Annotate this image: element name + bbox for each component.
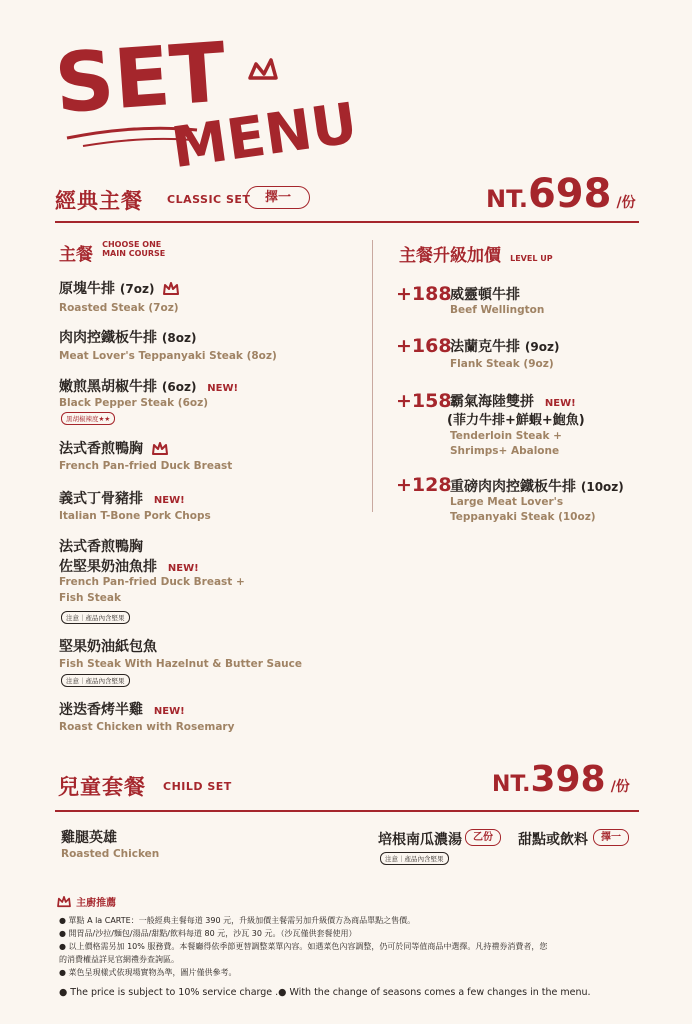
- upgrade-item-name-en-line1: Large Meat Lover's: [450, 496, 564, 508]
- item-weight: (8oz): [161, 331, 197, 345]
- logo-word-menu: MENU: [167, 90, 355, 170]
- item-name-en-line1: French Pan-fried Duck Breast +: [59, 576, 245, 588]
- child-dessert: 甜點或飲料: [518, 832, 588, 848]
- item-name-en: Italian T-Bone Pork Chops: [59, 510, 211, 522]
- item-weight: (10oz): [580, 480, 624, 494]
- price-prefix: NT.: [492, 772, 531, 797]
- new-badge: NEW!: [167, 563, 199, 574]
- spice-level-tag: 黑胡椒辣度★★: [61, 412, 115, 425]
- upgrade-item-name-zh: 霸氣海陸雙拼: [450, 394, 534, 410]
- new-badge: NEW!: [207, 383, 239, 394]
- item-name-zh: 迷迭香烤半雞: [59, 702, 143, 718]
- item-name-zh: 原塊牛排: [59, 281, 115, 297]
- upgrade-item-detail-zh: (菲力牛排+鮮蝦+鮑魚): [447, 413, 585, 428]
- logo-graphic: [55, 20, 355, 170]
- note-line: ● 單點 A la CARTE：一般經典主餐每道 390 元，升級加價主餐需另加升級價方為商品單點之售價。: [59, 916, 416, 925]
- menu-item-roast-chicken: [59, 699, 185, 719]
- english-note: ● The price is subject to 10% service charge .● With the change of seasons comes a few changes in the menu.: [59, 987, 591, 998]
- main-course-title-en-2: MAIN COURSE: [102, 249, 166, 258]
- item-name-en: Fish Steak With Hazelnut & Butter Sauce: [59, 658, 302, 670]
- new-badge: NEW!: [544, 398, 576, 409]
- item-name-zh: 法式香煎鴨胸: [59, 441, 143, 457]
- crown-icon: [152, 442, 168, 456]
- allergen-tag: 注意｜產品內含堅果: [61, 674, 130, 687]
- upgrade-price: +168: [396, 335, 452, 357]
- item-name-zh-line1: 法式香煎鴨胸: [59, 539, 143, 555]
- set-menu-logo: [55, 20, 355, 170]
- item-name-en: Roast Chicken with Rosemary: [59, 721, 235, 733]
- item-weight: (6oz): [161, 380, 197, 394]
- upgrade-heading: [399, 241, 553, 266]
- chef-recommend-legend: [57, 891, 116, 910]
- menu-item-duck-breast: [59, 438, 168, 458]
- child-main-zh: 雞腿英雄: [61, 830, 117, 846]
- item-name-en: Roasted Steak (7oz): [59, 302, 179, 314]
- upgrade-item-large-teppanyaki: [450, 476, 624, 496]
- notes-block: [59, 914, 649, 979]
- dessert-choose-pill: 擇一: [593, 829, 629, 846]
- upgrade-price: +188: [396, 283, 452, 305]
- upgrade-item-name-zh: 法蘭克牛排: [450, 339, 520, 355]
- price-unit: /份: [610, 779, 630, 795]
- item-name-en-line2: Fish Steak: [59, 592, 121, 604]
- item-name-en: Meat Lover's Teppanyaki Steak (8oz): [59, 350, 277, 362]
- main-course-title-zh: 主餐: [59, 245, 93, 265]
- chef-recommend-label: 主廚推薦: [76, 898, 117, 909]
- upgrade-title-zh: 主餐升級加價: [399, 246, 501, 266]
- crown-icon: [57, 896, 71, 908]
- allergen-tag: 注意｜產品內含堅果: [380, 852, 449, 865]
- menu-item-duck-fish: [59, 556, 199, 576]
- upgrade-item-name-en-line1: Tenderloin Steak +: [450, 430, 562, 442]
- item-name-zh-line2: 佐堅果奶油魚排: [59, 559, 157, 575]
- upgrade-item-name-zh: 威靈頓牛排: [450, 287, 520, 303]
- upgrade-item-name-en: Beef Wellington: [450, 304, 545, 316]
- menu-item-teppanyaki-steak: [59, 327, 196, 347]
- main-course-title-en-1: CHOOSE ONE: [102, 240, 162, 249]
- item-name-zh: 嫩煎黑胡椒牛排: [59, 379, 157, 395]
- logo-word-set: SET: [55, 25, 230, 133]
- crown-icon: [163, 282, 179, 296]
- upgrade-price: +128: [396, 474, 452, 496]
- note-line: ● 以上價格需另加 10% 服務費。本餐廳得依季節更替調整菜單內容。如遇菜色內容調整，仍可於同等值商品中選擇。凡持禮券消費者，您: [59, 942, 548, 951]
- price-prefix: NT.: [486, 185, 528, 213]
- soup-one-pill: 乙份: [465, 829, 501, 846]
- menu-item-pork-chops: [59, 488, 185, 508]
- child-soup: 培根南瓜濃湯: [378, 832, 462, 848]
- classic-title-en: CLASSIC SET: [167, 193, 251, 206]
- child-title-en: CHILD SET: [163, 780, 232, 793]
- classic-title-zh: 經典主餐: [55, 189, 143, 213]
- upgrade-item-surf-turf: [450, 391, 576, 411]
- menu-item-fish-parcel: [59, 636, 157, 656]
- item-name-en: Black Pepper Steak (6oz): [59, 397, 209, 409]
- item-name-zh: 義式丁骨豬排: [59, 491, 143, 507]
- item-weight: (7oz): [119, 282, 155, 296]
- column-divider: [372, 240, 373, 512]
- menu-item-black-pepper-steak: [59, 376, 238, 396]
- item-name-en: French Pan-fried Duck Breast: [59, 460, 233, 472]
- child-title-zh: 兒童套餐: [58, 775, 146, 799]
- new-badge: NEW!: [153, 495, 185, 506]
- item-name-zh: 肉肉控鐵板牛排: [59, 330, 157, 346]
- price-unit: /份: [616, 195, 636, 211]
- upgrade-item-name-en-line2: Teppanyaki Steak (10oz): [450, 511, 596, 523]
- item-weight: (9oz): [524, 340, 560, 354]
- price-value: 398: [530, 759, 606, 800]
- menu-item-roasted-steak: [59, 278, 179, 298]
- upgrade-price: +158: [396, 390, 452, 412]
- price-value: 698: [527, 171, 612, 217]
- new-badge: NEW!: [153, 706, 185, 717]
- child-price: [492, 759, 630, 800]
- classic-divider: [55, 221, 639, 223]
- note-line: 的消費權益詳見官網禮券查詢區。: [59, 955, 179, 964]
- classic-price: [486, 171, 636, 217]
- upgrade-item-name-en-line2: Shrimps+ Abalone: [450, 445, 560, 457]
- child-main-en: Roasted Chicken: [61, 848, 160, 860]
- note-line: ● 菜色呈現樣式依現場實物為準，圖片僅供參考。: [59, 968, 237, 977]
- allergen-tag: 注意｜產品內含堅果: [61, 611, 130, 624]
- upgrade-item-name-zh: 重磅肉肉控鐵板牛排: [450, 479, 576, 495]
- child-divider: [55, 810, 639, 812]
- crown-icon: [250, 60, 276, 78]
- main-course-heading: [59, 240, 165, 265]
- choose-one-pill: 擇一: [246, 186, 310, 209]
- upgrade-item-name-en: Flank Steak (9oz): [450, 358, 554, 370]
- item-name-zh: 堅果奶油紙包魚: [59, 639, 157, 655]
- upgrade-item-flank: [450, 336, 559, 356]
- note-line: ● 開胃品/沙拉/麵包/湯品/甜點/飲料每道 80 元，沙瓦 30 元。（沙瓦僅供套餐使用）: [59, 929, 357, 938]
- upgrade-title-en: LEVEL UP: [510, 254, 553, 263]
